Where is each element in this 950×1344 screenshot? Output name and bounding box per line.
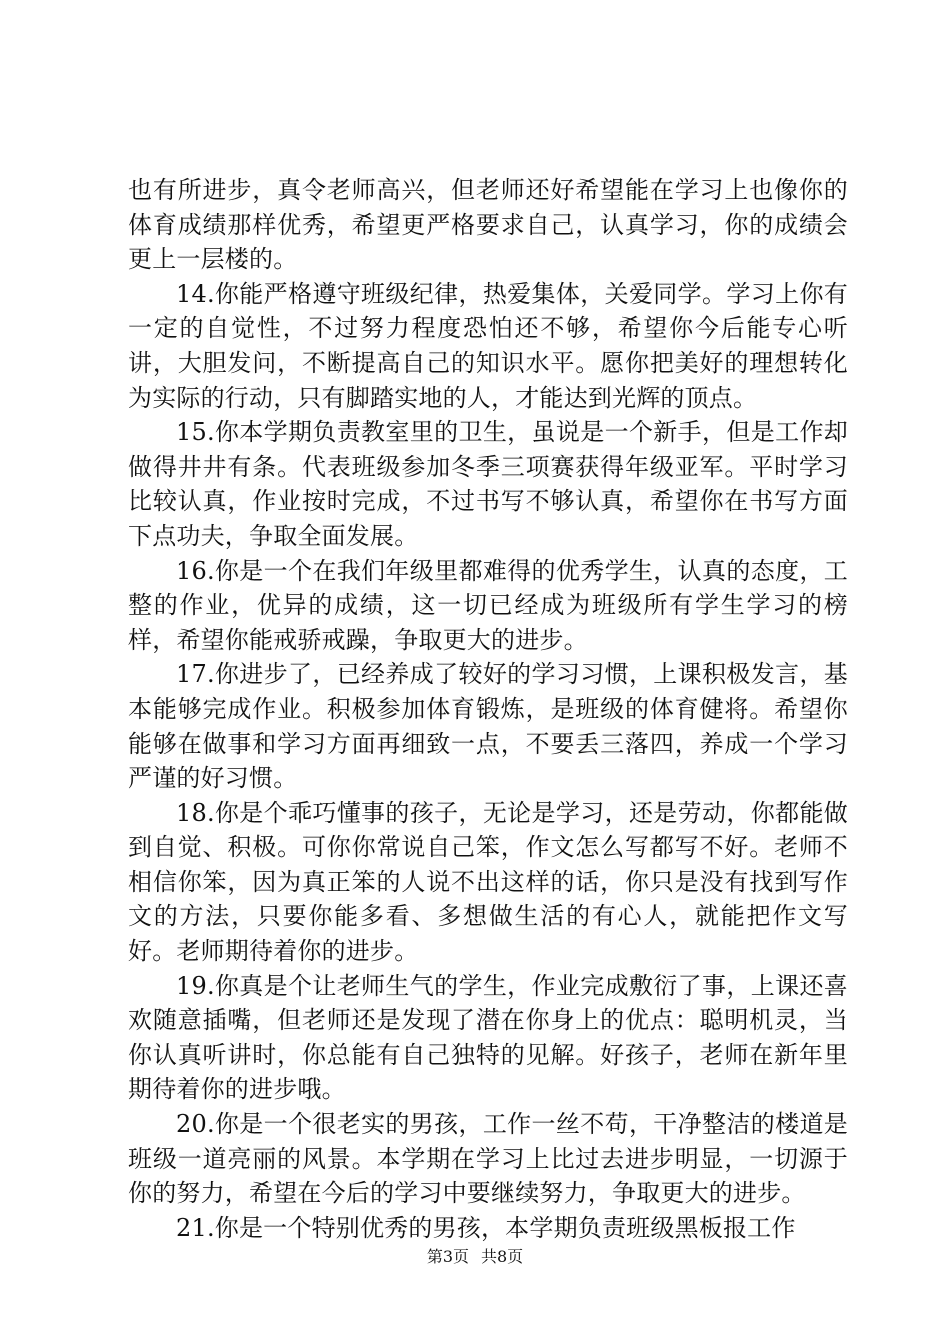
page-footer bbox=[0, 1247, 950, 1267]
paragraph-continuation: 也有所进步，真令老师高兴，但老师还好希望能在学习上也像你的体育成绩那样优秀，希望更严格要求自己，认真学习，你的成绩会更上一层楼的。 bbox=[128, 176, 848, 274]
paragraph-comment-19: 19.你真是个让老师生气的学生，作业完成敷衍了事，上课还喜欢随意插嘴，但老师还是发现了潜在你身上的优点：聪明机灵，当你认真听讲时，你总能有自己独特的见解。好孩子，老师在新年里期待着你的进步哦。 bbox=[128, 971, 848, 1104]
document-body bbox=[128, 173, 848, 1245]
paragraph-comment-18: 18.你是个乖巧懂事的孩子，无论是学习，还是劳动，你都能做到自觉、积极。可你你常说自己笨，作文怎么写都写不好。老师不相信你笨，因为真正笨的人说不出这样的话，你只是没有找到写作文的方法，只要你能多看、多想做生活的有心人，就能把作文写好。老师期待着你的进步。 bbox=[128, 798, 848, 966]
page-total: 共8页 bbox=[481, 1247, 524, 1266]
page-number: 第3页 bbox=[426, 1247, 469, 1266]
paragraph-comment-21: 21.你是一个特别优秀的男孩，本学期负责班级黑板报工作 bbox=[176, 1213, 796, 1242]
paragraph-comment-16: 16.你是一个在我们年级里都难得的优秀学生，认真的态度，工整的作业，优异的成绩，这一切已经成为班级所有学生学习的榜样，希望你能戒骄戒躁，争取更大的进步。 bbox=[128, 556, 848, 654]
paragraph-comment-20: 20.你是一个很老实的男孩，工作一丝不苟，干净整洁的楼道是班级一道亮丽的风景。本学期在学习上比过去进步明显，一切源于你的努力，希望在今后的学习中要继续努力，争取更大的进步。 bbox=[128, 1110, 848, 1208]
paragraph-comment-15: 15.你本学期负责教室里的卫生，虽说是一个新手，但是工作却做得井井有条。代表班级参加冬季三项赛获得年级亚军。平时学习比较认真，作业按时完成，不过书写不够认真，希望你在书写方面下点功夫，争取全面发展。 bbox=[128, 418, 848, 550]
paragraph-comment-14: 14.你能严格遵守班级纪律，热爱集体，关爱同学。学习上你有一定的自觉性，不过努力程度恐怕还不够，希望你今后能专心听讲，大胆发问，不断提高自己的知识水平。愿你把美好的理想转化为实际的行动，只有脚踏实地的人，才能达到光辉的顶点。 bbox=[128, 279, 848, 412]
paragraph-comment-17: 17.你进步了，已经养成了较好的学习习惯，上课积极发言，基本能够完成作业。积极参加体育锻炼，是班级的体育健将。希望你能够在做事和学习方面再细致一点，不要丢三落四，养成一个学习严谨的好习惯。 bbox=[128, 660, 848, 793]
